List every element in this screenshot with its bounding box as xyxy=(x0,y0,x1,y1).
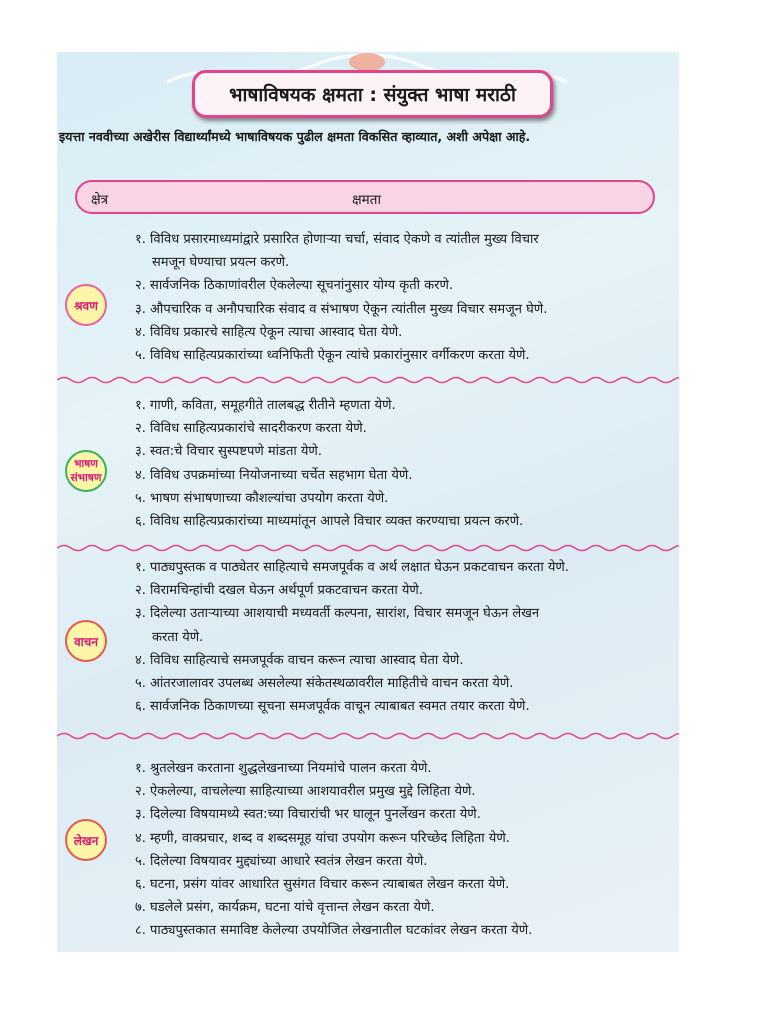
list-item: १. श्रुतलेखन करताना शुद्धलेखनाच्या नियमांचे पालन करता येणे. xyxy=(135,761,432,776)
list-item-continuation: समजून घेण्याचा प्रयत्न करणे. xyxy=(152,255,290,271)
section-badge: श्रवण xyxy=(65,284,107,326)
list-item: ३. दिलेल्या उताऱ्याच्या आशयाची मध्यवर्ती कल्पना, सारांश, विचार समजून घेऊन लेखन xyxy=(135,606,540,622)
list-item: १. गाणी, कविता, समूहगीते तालबद्ध रीतीने म्हणता येणे. xyxy=(135,398,396,413)
header-area: क्षेत्र xyxy=(91,192,109,208)
list-item: ६. विविध साहित्यप्रकारांच्या माध्यमांतून आपले विचार व्यक्त करण्याचा प्रयत्न करणे. xyxy=(135,514,524,530)
section-badge: वाचन xyxy=(65,620,107,662)
ability-list xyxy=(135,394,523,533)
ability-list xyxy=(135,757,532,943)
ability-list xyxy=(135,228,547,367)
list-item: ५. भाषण संभाषणाच्या कौशल्यांचा उपयोग करता येणे. xyxy=(135,490,389,506)
list-item: ४. विविध प्रकारचे साहित्य ऐकून त्याचा आस्वाद घेता येणे. xyxy=(135,324,403,340)
list-item: ५. आंतरजालावर उपलब्ध असलेल्या संकेतस्थळावरील माहितीचे वाचन करता येणे. xyxy=(135,676,514,692)
section-divider xyxy=(57,375,679,385)
list-item: ३. स्वत:चे विचार सुस्पष्टपणे मांडता येणे. xyxy=(135,444,322,460)
list-item: ६. सार्वजनिक ठिकाणच्या सूचना समजपूर्वक वाचून त्याबाबत स्वमत तयार करता येणे. xyxy=(135,699,530,715)
ability-list xyxy=(135,556,569,718)
section-badge: भाषण संभाषण xyxy=(65,450,107,492)
section-divider xyxy=(57,543,679,553)
list-item-continuation: करता येणे. xyxy=(152,629,204,645)
header-ability: क्षमता xyxy=(352,192,381,208)
list-item: ७. घडलेले प्रसंग, कार्यक्रम, घटना यांचे वृत्तान्त लेखन करता येणे. xyxy=(135,900,435,916)
section-badge: लेखन xyxy=(65,819,107,861)
list-item: ६. घटना, प्रसंग यांवर आधारित सुसंगत विचार करून त्याबाबत लेखन करता येणे. xyxy=(135,877,510,893)
list-item: २. विविध साहित्यप्रकारांचे सादरीकरण करता येणे. xyxy=(135,421,367,437)
list-item: ४. विविध उपक्रमांच्या नियोजनाच्या चर्चेत सहभाग घेता येणे. xyxy=(135,467,413,483)
list-item: २. विरामचिन्हांची दखल घेऊन अर्थपूर्ण प्रकटवाचन करता येणे. xyxy=(135,583,423,599)
list-item: ४. विविध साहित्याचे समजपूर्वक वाचन करून त्याचा आस्वाद घेता येणे. xyxy=(135,652,464,668)
intro-text: इयत्ता नववीच्या अखेरीस विद्यार्थ्यांमध्ये भाषाविषयक पुढील क्षमता विकसित व्हाव्यात, अशी अपेक्षा आहे. xyxy=(59,129,531,144)
list-item: ५. दिलेल्या विषयावर मुद्द्यांच्या आधारे स्वतंत्र लेखन करता येणे. xyxy=(135,853,428,869)
section-divider xyxy=(57,731,679,741)
list-item: २. सार्वजनिक ठिकाणांवरील ऐकलेल्या सूचनांनुसार योग्य कृती करणे. xyxy=(135,278,454,294)
list-item: ८. पाठ्यपुस्तकात समाविष्ट केलेल्या उपयोजित लेखनातील घटकांवर लेखन करता येणे. xyxy=(135,923,533,939)
list-item: १. विविध प्रसारमाध्यमांद्वारे प्रसारित होणाऱ्या चर्चा, संवाद ऐकणे व त्यांतील मुख्य विचार xyxy=(135,232,539,247)
list-item: ५. विविध साहित्यप्रकारांच्या ध्वनिफिती ऐकून त्यांचे प्रकारांनुसार वर्गीकरण करता येणे. xyxy=(135,348,530,364)
list-item: ३. औपचारिक व अनौपचारिक संवाद व संभाषण ऐकून त्यांतील मुख्य विचार समजून घेणे. xyxy=(135,301,548,317)
list-item: ३. दिलेल्या विषयामध्ये स्वत:च्या विचारांची भर घालून पुनर्लेखन करता येणे. xyxy=(135,807,481,823)
list-item: १. पाठ्यपुस्तक व पाठ्येतर साहित्याचे समजपूर्वक व अर्थ लक्षात घेऊन प्रकटवाचन करता येणे. xyxy=(135,560,569,575)
page-title: भाषाविषयक क्षमता : संयुक्त भाषा मराठी xyxy=(192,70,553,118)
list-item: २. ऐकलेल्या, वाचलेल्या साहित्याच्या आशयावरील प्रमुख मुद्दे लिहिता येणे. xyxy=(135,784,476,800)
table-header xyxy=(75,180,655,214)
list-item: ४. म्हणी, वाक्प्रचार, शब्द व शब्दसमूह यांचा उपयोग करून परिच्छेद लिहिता येणे. xyxy=(135,830,510,846)
document-page xyxy=(57,52,679,952)
